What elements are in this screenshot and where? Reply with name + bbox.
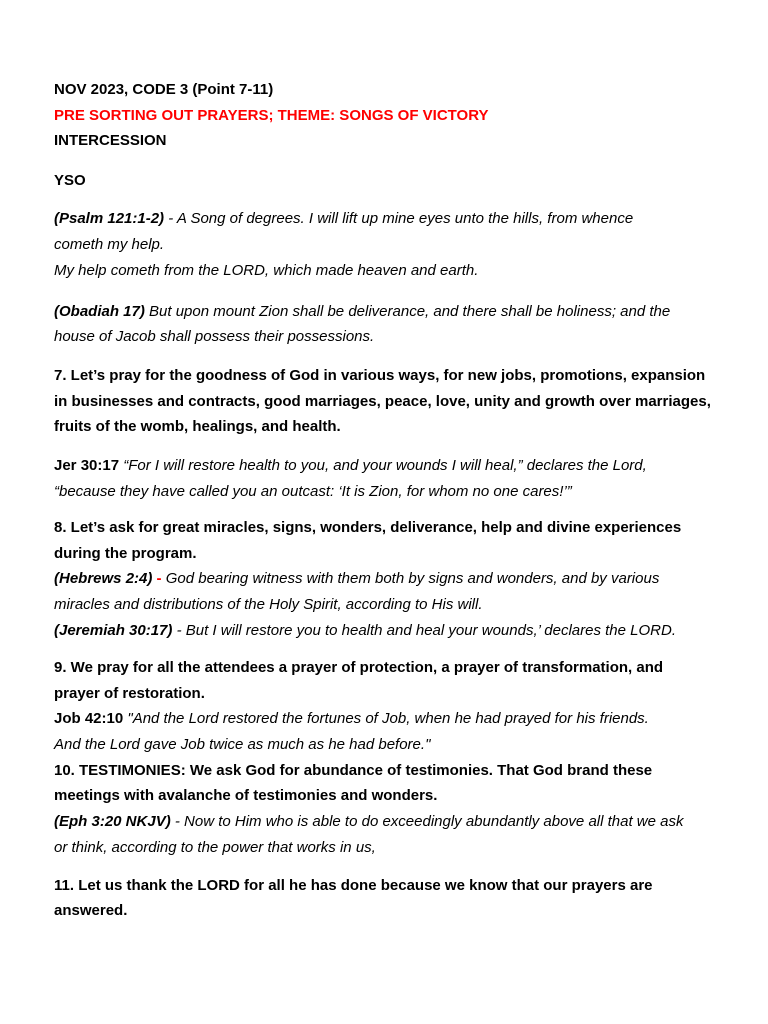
point-11-line-1: 11. Let us thank the LORD for all he has done because we know that our prayers are xyxy=(54,877,653,894)
ephesians-text: - Now to Him who is able to do exceedingly abundantly above all that we ask xyxy=(170,813,684,830)
point-11-line-2: answered. xyxy=(54,902,128,919)
obadiah-text: But upon mount Zion shall be deliverance, and there shall be holiness; and the xyxy=(144,303,671,320)
point-7-line-3: fruits of the womb, healings, and health. xyxy=(54,418,341,435)
point-7-line-1: 7. Let’s pray for the goodness of God in various ways, for new jobs, promotions, expansion xyxy=(54,367,706,384)
intercession-heading: INTERCESSION xyxy=(54,132,167,149)
jeremiah-reference: (Jeremiah 30:17) xyxy=(54,622,173,639)
hebrews-text-line-2: miracles and distributions of the Holy Spirit, according to His will. xyxy=(54,596,483,613)
job-text-line-2: And the Lord gave Job twice as much as he had before." xyxy=(54,736,431,753)
hebrews-verse-line xyxy=(54,569,659,589)
ephesians-verse-line xyxy=(54,812,684,832)
point-9-line-1: 9. We pray for all the attendees a prayer of protection, a prayer of transformation, and xyxy=(54,659,664,676)
job-text: "And the Lord restored the fortunes of Job, when he had prayed for his friends. xyxy=(123,710,649,727)
point-7-line-2: in businesses and contracts, good marriages, peace, love, unity and growth over marriages, xyxy=(54,393,711,410)
hebrews-reference: (Hebrews 2:4) xyxy=(54,570,153,587)
jeremiah-text: - But I will restore you to health and heal your wounds,’ declares the LORD. xyxy=(172,622,677,639)
point-10-line-2: meetings with avalanche of testimonies and wonders. xyxy=(54,787,438,804)
hebrews-dash: - xyxy=(152,570,166,587)
psalm-verse-line xyxy=(54,209,633,229)
psalm-text: - A Song of degrees. I will lift up mine eyes unto the hills, from whence xyxy=(164,210,634,227)
point-8-line-2: during the program. xyxy=(54,545,197,562)
psalm-reference: (Psalm 121:1-2) xyxy=(54,210,165,227)
document-header: NOV 2023, CODE 3 (Point 7-11) xyxy=(54,81,274,98)
jer-text-line-2: “because they have called you an outcast: ‘It is Zion, for whom no one cares!’” xyxy=(54,483,572,500)
jeremiah-verse-line xyxy=(54,621,676,641)
theme-heading: PRE SORTING OUT PRAYERS; THEME: SONGS OF VICTORY xyxy=(54,107,489,124)
point-9-line-2: prayer of restoration. xyxy=(54,685,205,702)
psalm-text-line-3: My help cometh from the LORD, which made heaven and earth. xyxy=(54,262,479,279)
point-10-line-1: 10. TESTIMONIES: We ask God for abundance of testimonies. That God brand these xyxy=(54,762,653,779)
point-8-line-1: 8. Let’s ask for great miracles, signs, wonders, deliverance, help and divine experiences xyxy=(54,519,682,536)
ephesians-reference: (Eph 3:20 NKJV) xyxy=(54,813,171,830)
yso-heading: YSO xyxy=(54,172,86,189)
obadiah-reference: (Obadiah 17) xyxy=(54,303,145,320)
job-verse-line xyxy=(54,709,649,729)
jer-verse-line xyxy=(54,456,647,476)
ephesians-text-line-2: or think, according to the power that works in us, xyxy=(54,839,376,856)
job-reference: Job 42:10 xyxy=(54,710,124,727)
psalm-text-line-2: cometh my help. xyxy=(54,236,165,253)
hebrews-text: God bearing witness with them both by signs and wonders, and by various xyxy=(165,570,660,587)
obadiah-text-line-2: house of Jacob shall possess their possessions. xyxy=(54,328,375,345)
jer-reference: Jer 30:17 xyxy=(54,457,120,474)
obadiah-verse-line xyxy=(54,302,670,322)
jer-text: “For I will restore health to you, and your wounds I will heal,” declares the Lord, xyxy=(119,457,647,474)
